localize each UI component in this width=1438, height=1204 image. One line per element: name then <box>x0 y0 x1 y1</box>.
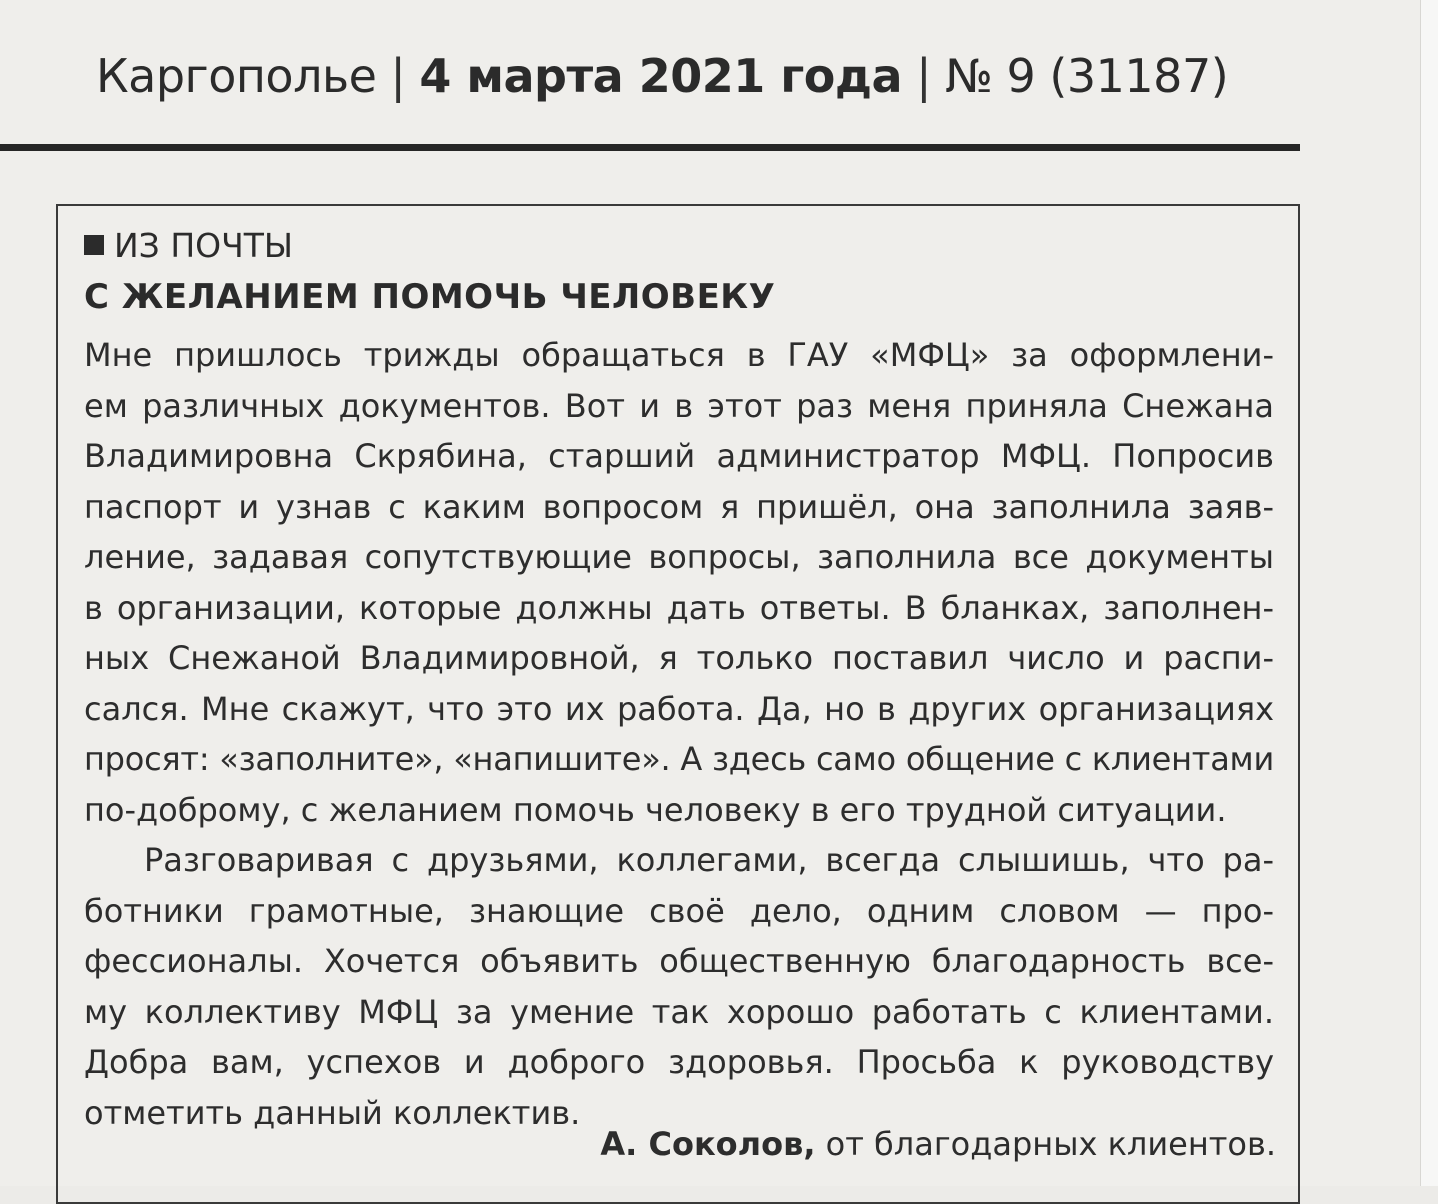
body-line: ем различных документов. Вот и в этот раз меня приняла Снежана <box>84 386 1274 425</box>
article-headline: С ЖЕЛАНИЕМ ПОМОЧЬ ЧЕЛОВЕКУ <box>84 277 776 317</box>
body-line: ных Снежаной Владимировной, я только поставил число и распи- <box>84 639 1274 677</box>
issue-number: № 9 (31187) <box>945 49 1229 103</box>
rubric-label: ИЗ ПОЧТЫ <box>114 226 294 265</box>
body-line: по-доброму, с желанием помочь человеку в его трудной ситуации. <box>84 790 1227 829</box>
body-line: фессионалы. Хочется объявить общественную благодарность все- <box>84 942 1274 980</box>
masthead-separator: | <box>916 49 932 103</box>
masthead <box>96 40 1228 112</box>
author-name: А. Соколов, <box>600 1125 816 1163</box>
body-line: просят: «заполните», «напишите». А здесь само общение с клиентами <box>84 740 1275 778</box>
newspaper-name: Каргополье <box>96 49 377 103</box>
square-bullet-icon <box>84 235 104 255</box>
body-line: отметить данный коллектив. <box>84 1093 581 1132</box>
body-line: ление, задавая сопутствующие вопросы, заполнила все документы <box>84 538 1274 576</box>
article-body <box>84 330 1274 1138</box>
body-line: Владимировна Скрябина, старший администратор МФЦ. Попросив <box>84 437 1274 475</box>
body-line: Добра вам, успехов и доброго здоровья. Просьба к руководству <box>84 1043 1274 1081</box>
body-line: Мне пришлось трижды обращаться в ГАУ «МФЦ» за оформлени- <box>84 336 1274 374</box>
body-line: в организации, которые должны дать ответы. В бланках, заполнен- <box>84 588 1274 627</box>
body-line: Разговаривая с друзьями, коллегами, всегда слышишь, что ра- <box>144 841 1274 879</box>
masthead-rule <box>0 144 1300 151</box>
issue-date: 4 марта 2021 года <box>419 49 903 103</box>
article-signature <box>600 1122 1276 1166</box>
article-rubric <box>84 226 293 266</box>
body-line: ботники грамотные, знающие своё дело, одним словом — про- <box>84 891 1274 930</box>
masthead-separator: | <box>390 49 406 103</box>
page-edge <box>1420 0 1438 1186</box>
author-affiliation: от благодарных клиентов. <box>825 1125 1276 1163</box>
body-line: сался. Мне скажут, что это их работа. Да, но в других организациях <box>84 689 1274 728</box>
body-line: му коллективу МФЦ за умение так хорошо работать с клиентами. <box>84 992 1274 1031</box>
body-line: паспорт и узнав с каким вопросом я пришёл, она заполнила заяв- <box>84 487 1274 526</box>
